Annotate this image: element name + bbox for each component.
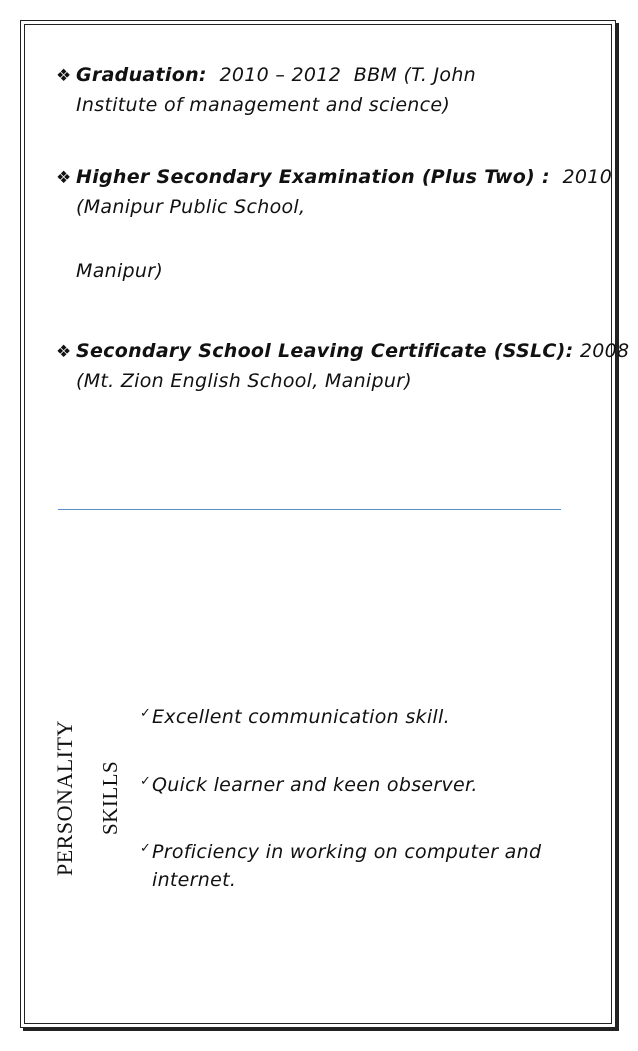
checkmark-icon: ✓ <box>140 841 152 856</box>
education-entry-graduation <box>56 64 601 116</box>
checkmark-icon: ✓ <box>140 706 152 721</box>
skill-text: Proficiency in working on computer and <box>152 841 542 863</box>
education-continuation: Manipur) <box>76 260 164 282</box>
skill-item <box>140 841 541 891</box>
section-divider <box>58 509 561 510</box>
education-detail: 2010 <box>549 166 613 188</box>
checkmark-icon: ✓ <box>140 774 152 789</box>
education-label: Secondary School Leaving Certificate (SSLC): <box>76 340 574 362</box>
skill-text: Excellent communication skill. <box>152 706 450 728</box>
education-detail: 2008 <box>573 340 630 362</box>
section-title-personality: PERSONALITY <box>52 720 77 876</box>
education-detail: 2010 – 2012 BBM (T. John <box>206 64 477 86</box>
education-continuation: (Manipur Public School, <box>76 196 306 218</box>
diamond-bullet-icon: ❖ <box>56 66 72 86</box>
skill-item <box>140 774 478 796</box>
skill-item <box>140 706 450 728</box>
skill-text-continuation: internet. <box>152 869 237 891</box>
education-entry-higher-secondary <box>56 166 613 282</box>
education-label: Higher Secondary Examination (Plus Two) : <box>76 166 550 188</box>
diamond-bullet-icon: ❖ <box>56 168 72 188</box>
section-title-skills: SKILLS <box>98 760 122 835</box>
education-continuation: (Mt. Zion English School, Manipur) <box>76 370 413 392</box>
diamond-bullet-icon: ❖ <box>56 342 72 362</box>
education-continuation: Institute of management and science) <box>76 94 451 116</box>
skill-text: Quick learner and keen observer. <box>152 774 478 796</box>
education-label: Graduation: <box>76 64 207 86</box>
education-entry-sslc <box>56 340 630 392</box>
